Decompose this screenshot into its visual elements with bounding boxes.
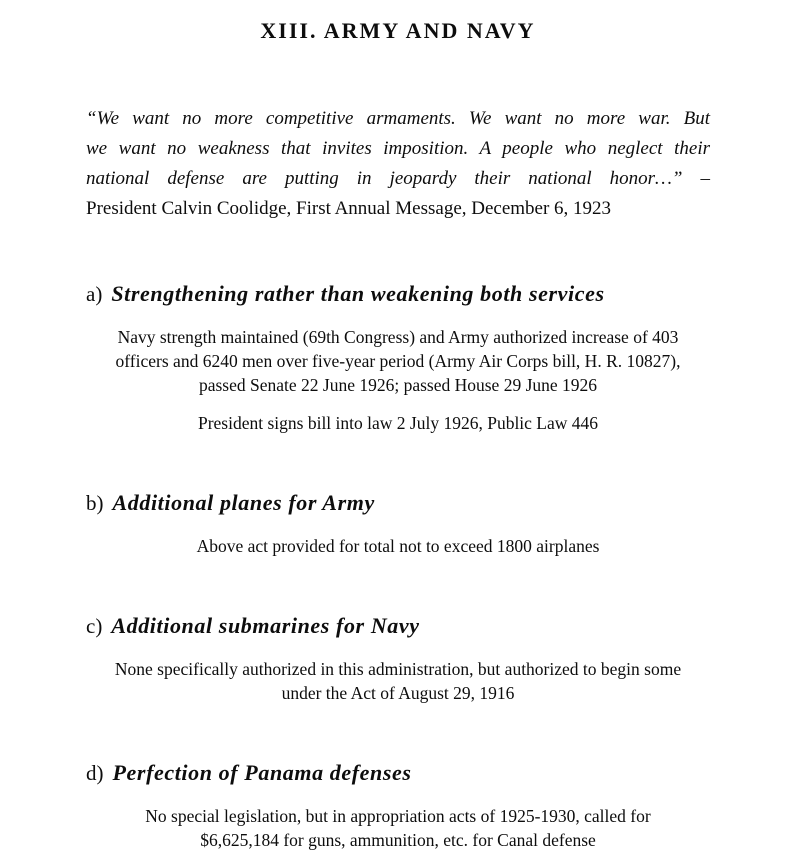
section-a-heading [86, 280, 710, 309]
body-line: Navy strength maintained (69th Congress) and Army authorized increase of 403 [117, 327, 679, 347]
section-d-title: Perfection of Panama defenses [112, 760, 412, 785]
section-a-body [86, 325, 710, 435]
section-d-body [86, 804, 710, 852]
quote-block [86, 104, 710, 224]
section-b-prefix: b) [86, 491, 104, 515]
section-d [86, 759, 710, 852]
section-d-heading [86, 759, 710, 788]
body-line: passed Senate 22 June 1926; passed House 29 June 1926 [198, 375, 598, 395]
body-line: officers and 6240 men over five-year period (Army Air Corps bill, H. R. 10827), [115, 351, 681, 371]
page-title: XIII. ARMY AND NAVY [260, 18, 536, 43]
section-d-prefix: d) [86, 761, 104, 785]
section-c-heading [86, 612, 710, 641]
quote-line: national defense are putting in jeopardy their national honor…” – [86, 168, 710, 189]
paragraph [86, 657, 710, 705]
section-a [86, 280, 710, 435]
section-c [86, 612, 710, 705]
section-b [86, 489, 710, 558]
quote-line: “We want no more competitive armaments. We want no more war. But [86, 108, 710, 129]
section-a-prefix: a) [86, 282, 103, 306]
paragraph [86, 325, 710, 397]
section-a-title: Strengthening rather than weakening both services [111, 281, 605, 306]
body-line: under the Act of August 29, 1916 [281, 683, 515, 703]
section-c-title: Additional submarines for Navy [111, 613, 420, 638]
body-line: President signs bill into law 2 July 1926, Public Law 446 [197, 413, 599, 433]
paragraph [86, 534, 710, 558]
paragraph [86, 804, 710, 852]
body-line: None specifically authorized in this administration, but authorized to begin some [114, 659, 682, 679]
section-c-body [86, 657, 710, 705]
body-line: Above act provided for total not to exceed 1800 airplanes [196, 536, 600, 556]
section-b-title: Additional planes for Army [112, 490, 375, 515]
body-line: $6,625,184 for guns, ammunition, etc. for Canal defense [200, 830, 596, 850]
section-b-heading [86, 489, 710, 518]
quote-line: we want no weakness that invites imposition. A people who neglect their [86, 138, 710, 159]
body-line: No special legislation, but in appropriation acts of 1925-1930, called for [145, 806, 651, 826]
section-b-body [86, 534, 710, 558]
quote-attribution: President Calvin Coolidge, First Annual Message, December 6, 1923 [86, 198, 612, 219]
paragraph [86, 411, 710, 435]
section-c-prefix: c) [86, 614, 103, 638]
